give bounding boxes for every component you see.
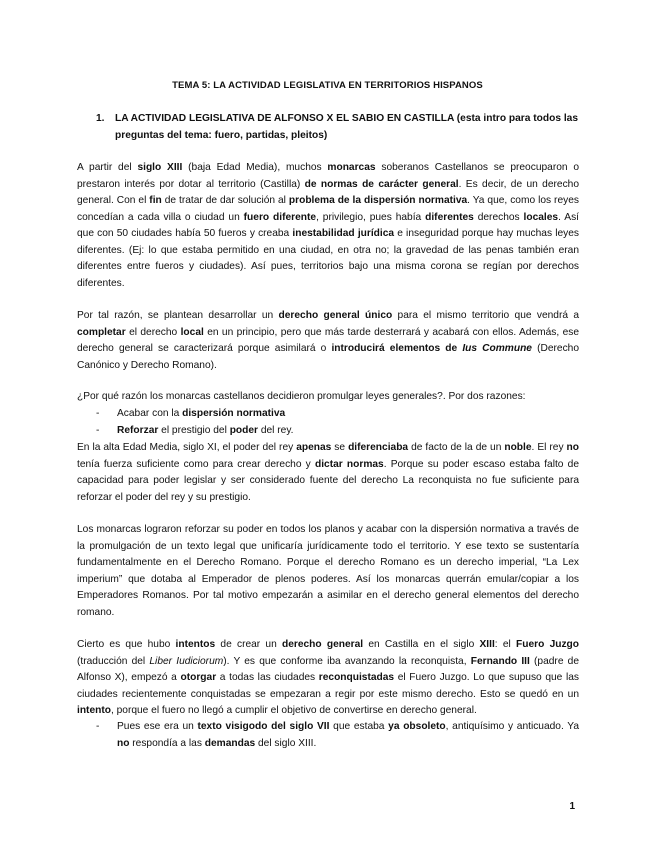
text-run: . Ya que, como los reyes concedían a cada villa o ciudad un [77,195,579,223]
text-run: de facto de la de un [408,442,505,453]
bold-text-run: demandas [204,737,256,749]
paragraph-fuero-juzgo [77,637,579,720]
text-run: soberanos Castellanos se preocuparon o prestaron interés por dotar al territorio (Castilla) [77,162,580,190]
text-run: ¿Por qué razón los monarcas castellanos decidieron promulgar leyes generales?. Por dos razones: [77,391,526,402]
bullet-dash: - [96,721,100,732]
bold-text-run: XIII [479,639,495,650]
text-run: , porque el fuero no llegó a cumplir el objetivo de convertirse en derecho general. [110,705,477,716]
bold-text-run: Fernando III [470,655,530,667]
text-run: (padre de Alfonso X), empezó a [77,655,580,683]
text-run: tenía fuerza suficiente como para crear derecho y [77,458,315,470]
text-run: e inseguridad porque hay muchas leyes diferentes. (Ej: lo que estaba permitido en una ciudad, en otra no; la gravedad de las penas también eran diferentes entre fueros y ciudades). Así pues, territorios bajo una misma corona se regían por derechos diferentes. [77,228,579,289]
bold-text-run: fuero diferente [243,211,317,223]
bold-text-run: poder [229,425,258,436]
text-run: . Así que con 50 ciudades había 50 fueros y creaba [77,211,579,239]
bold-text-run: derecho general [282,639,364,650]
text-run: en un principio, pero que más tarde desterrará y acabará con ellos. Además, ese derecho general se caracterizará porque asimilará o [77,326,579,354]
bold-text-run: diferentes [425,211,474,223]
bold-text-run: apenas [296,442,332,453]
section-heading-text: LA ACTIVIDAD LEGISLATIVA DE ALFONSO X EL SABIO EN CASTILLA (esta intro para todos las preguntas del tema: fuero, partidas, pleitos) [115,113,578,141]
paragraph-derecho-general [77,308,579,374]
text-run: ). Y es que conforme iba avanzando la reconquista, [223,655,471,667]
paragraph-alta-edad-media [77,440,579,506]
page-number: 1 [569,801,575,812]
bold-text-run: no [117,737,130,749]
text-run: Por tal razón, se plantean desarrollar un [77,310,279,321]
bold-text-run: introducirá elementos de [331,343,463,354]
bold-text-run: Fuero Juzgo [516,639,579,650]
bullet-dash: - [96,408,100,419]
bold-text-run: intento [77,705,111,716]
bold-text-run: reconquistadas [318,672,395,683]
list-item-text [96,719,579,752]
bold-text-run: derecho general único [278,310,393,321]
text-run: derechos [473,211,524,223]
text-run: Cierto es que hubo [77,639,176,650]
text-run: Acabar con la [117,408,183,419]
text-run: Pues ese era un [117,721,198,732]
text-run: el Fuero Juzgo. Lo que supuso que las ciudades recientemente conquistadas se empezaran a regir por este mismo derecho. Esto se quedó en un [77,672,580,700]
bold-text-run: texto visigodo del siglo VII [197,721,330,732]
bold-text-run: monarcas [327,162,376,173]
bold-text-run: Reforzar [117,425,159,436]
list-item [96,406,579,423]
paragraph-intro [77,160,579,292]
text-run: el prestigio del [158,425,230,436]
text-run: el derecho [125,326,181,338]
bold-text-run: locales [523,211,559,223]
bold-text-run: diferenciaba [348,442,409,453]
text-run: . Porque su poder escaso estaba falto de capacidad para poder legislar y ser considerado fuente del derecho La reconquista no fue suficiente para reforzar el poder del rey y su prestigio. [77,458,579,503]
text-run: , antiquísimo y anticuado. Ya [445,721,580,732]
list-item-text [96,423,579,440]
bold-text-run: noble [504,442,532,453]
text-run: del siglo XIII. [255,737,317,749]
text-run: respondía a las [129,737,205,749]
text-run: de crear un [215,639,282,650]
bold-text-run: otorgar [180,672,217,683]
bold-text-run: local [180,326,204,338]
text-run: . El rey [531,442,567,453]
bold-text-run: no [566,442,579,453]
list-item [96,719,579,752]
section-heading [96,111,578,144]
text-run: que estaba [329,721,389,732]
text-run: (traducción del [77,655,150,667]
bold-text-run: ya obsoleto [388,721,446,732]
paragraph-question [77,389,579,406]
text-run: (Derecho Canónico y Derecho Romano). [77,343,579,371]
text-run: : el [494,639,517,650]
bold-text-run: de normas de carácter general [304,178,459,190]
text-run: para el mismo territorio que vendrá a [392,310,579,321]
bold-text-run: siglo XIII [137,162,183,173]
bold-text-run: Ius Commune [462,343,532,354]
text-run: se [331,442,349,453]
document-title: TEMA 5: LA ACTIVIDAD LEGISLATIVA EN TERRITORIOS HISPANOS [172,80,483,91]
bullet-dash: - [96,425,100,436]
italic-text-run: Liber Iudiciorum [149,655,224,667]
bold-text-run: fin [149,195,162,206]
text-run: del rey. [258,425,294,436]
section-number: 1. [96,113,105,124]
bold-text-run: problema de la dispersión normativa [288,195,468,206]
text-run: a todas las ciudades [216,672,319,683]
text-run: En la alta Edad Media, siglo XI, el poder del rey [77,442,297,453]
text-run: . Es decir, de un derecho general. Con el [77,178,579,206]
list-item-text [96,406,579,423]
text-run: A partir del [77,162,138,173]
paragraph-monarcas [77,522,579,621]
text-run: Los monarcas lograron reforzar su poder en todos los planos y acabar con la dispersión normativa a través de la promulgación de un texto legal que unificaría jurídicamente todo el territorio. Y ese texto se sustentaría fundamentalmente en el Derecho Romano. Porque el derecho Romano es un derecho imperial, “La Lex imperium” que dotaba al Emperador de plenos poderes. Así los monarcas querrán emular/copiar a los Emperadores Romanos. Por tal motivo empezarán a asimilar en el derecho general elementos del derecho romano. [77,524,579,618]
text-run: de tratar de dar solución al [161,195,289,206]
bold-text-run: dictar normas [314,458,384,470]
text-run: , privilegio, pues había [316,211,426,223]
list-item [96,423,579,440]
bold-text-run: inestabilidad jurídica [292,228,395,239]
bold-text-run: completar [77,326,126,338]
bold-text-run: intentos [175,639,216,650]
bold-text-run: dispersión normativa [182,408,286,419]
text-run: en Castilla en el siglo [363,639,480,650]
text-run: (baja Edad Media), muchos [182,162,328,173]
